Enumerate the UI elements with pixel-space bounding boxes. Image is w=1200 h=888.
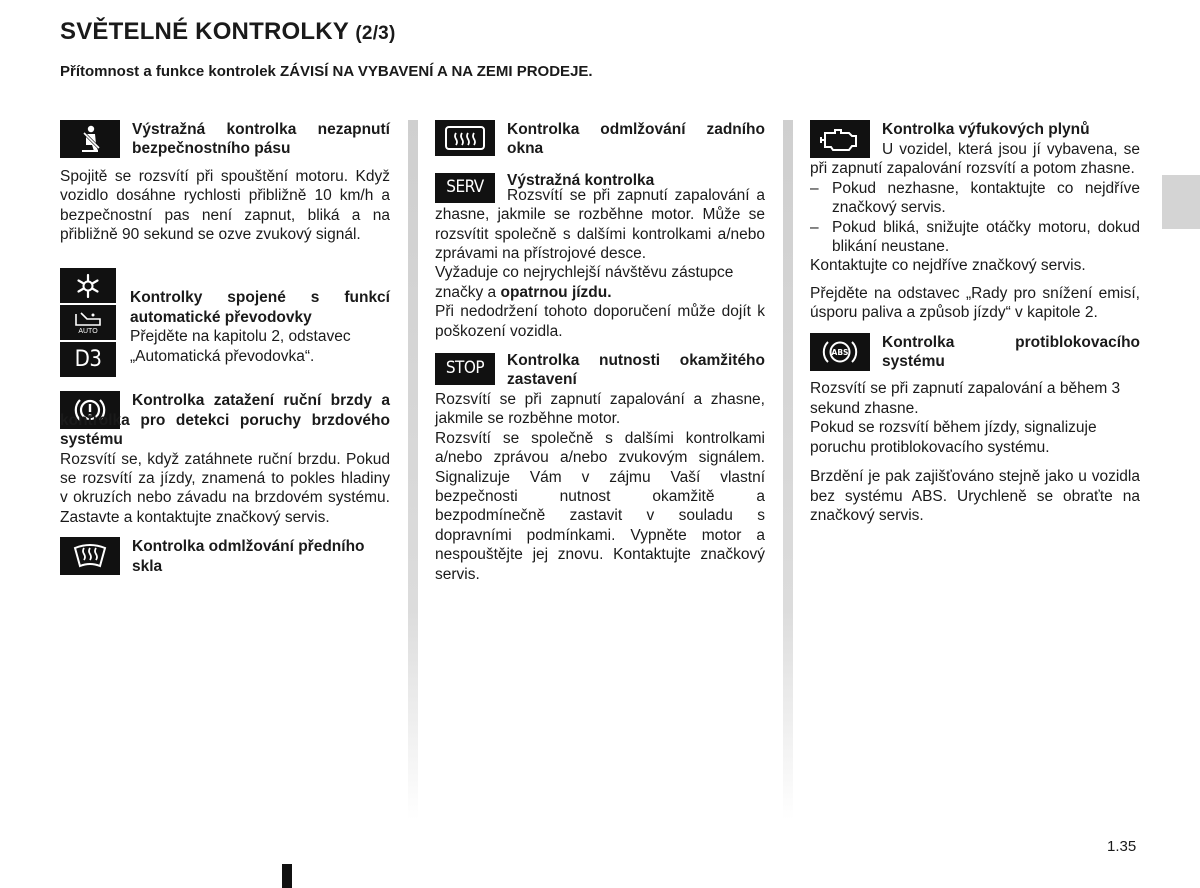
stop-text2: Rozsvítí se společně s dalšími kontrolkami a/nebo zprávou a/nebo zvukovým signálem. Signalizuje Vám v zájmu Vaší vlastní bezpečnosti nutnost okamžitě a bezpodmínečně zastavit v souladu s dopravními podmínkami. Vypněte motor a nespouštějte jej znovu. Kontaktujte značkový servis. — [435, 429, 765, 583]
exhaust-item-2: Pokud bliká, snižujte otáčky motoru, dokud blikání neustane. — [832, 218, 1140, 256]
intro-text: Přítomnost a funkce kontrolek ZÁVISÍ NA VYBAVENÍ A NA ZEMI PRODEJE. — [60, 63, 593, 80]
serv-section — [435, 171, 765, 341]
stop-title: Kontrolka nutnosti okamžitého zastavení — [507, 352, 765, 389]
snowflake-icon — [60, 268, 116, 303]
serv-text2-b: opatrnou jízdu. — [500, 283, 612, 301]
serv-title: Výstražná kontrolka — [507, 171, 655, 189]
auto-gearbox-text: Přejděte na kapitolu 2, odstavec „Automatická převodovka“. — [130, 328, 351, 365]
stop-section — [435, 351, 765, 584]
bottom-mark — [282, 864, 292, 888]
list-item: – Pokud nezhasne, kontaktujte co nejdříve značkový servis. — [810, 179, 1140, 217]
exhaust-text1: U vozidel, která jsou jí vybavena, se při zapnutí zapalování rozsvítí a potom zhasne. — [810, 141, 1140, 178]
exhaust-item-1: Pokud nezhasne, kontaktujte co nejdříve značkový servis. — [832, 179, 1140, 217]
list-item: – Pokud bliká, snižujte otáčky motoru, dokud blikání neustane. — [810, 218, 1140, 256]
seatbelt-section — [60, 120, 390, 244]
column-3 — [810, 120, 1140, 533]
exhaust-text3: Přejděte na odstavec „Rady pro snížení emisí, úsporu paliva a způsob jízdy“ v kapitole 2. — [810, 284, 1140, 322]
d3-icon: D3 — [60, 342, 116, 377]
chapter-tab — [1162, 175, 1200, 229]
column-1 — [60, 120, 390, 584]
exhaust-text2: Kontaktujte co nejdříve značkový servis. — [810, 257, 1086, 275]
engine-icon — [810, 120, 870, 158]
serv-text2-a: Vyžaduje co nejrychlejší návštěvu zástupce značky a — [435, 264, 734, 301]
seatbelt-title: Výstražná kontrolka nezapnutí bezpečnostního pásu — [132, 121, 390, 158]
abs-text3: Brzdění je pak zajišťováno stejně jako u vozidla bez systému ABS. Urychleně se obraťte na značkový servis. — [810, 468, 1140, 524]
exhaust-title: Kontrolka výfukových plynů — [882, 121, 1090, 138]
abs-title: Kontrolka protiblokovacího systému — [882, 333, 1140, 371]
abs-text2: Pokud se rozsvítí během jízdy, signalizuje poruchu protiblokovacího systému. — [810, 419, 1097, 456]
abs-label: ABS — [831, 347, 849, 357]
stop-icon: STOP — [435, 353, 495, 385]
column-divider-1 — [408, 120, 418, 820]
page-title — [60, 18, 395, 46]
front-demist-icon — [60, 537, 120, 575]
abs-text1: Rozsvítí se při zapnutí zapalování a během 3 sekund zhasne. — [810, 380, 1121, 417]
serv-text1: Rozsvítí se při zapnutí zapalování a zhasne, jakmile se rozběhne motor. Může se rozsvítit společně s dalšími kontrolkami a/nebo zprávami na přístrojové desce. — [435, 186, 765, 263]
title-part: (2/3) — [355, 23, 396, 44]
brake-section — [60, 391, 390, 527]
serv-icon: SERV — [435, 173, 495, 203]
title-text: SVĚTELNÉ KONTROLKY — [60, 18, 349, 45]
auto-gearbox-section — [60, 254, 390, 377]
brake-text: Rozsvítí se, když zatáhnete ruční brzdu. Pokud se rozsvítí za jízdy, znamená to pokles hladiny v okruzích nebo závadu na brzdovém systému. Zastavte a kontaktujte značkový servis. — [60, 450, 390, 526]
abs-section — [810, 333, 1140, 526]
serv-text2 — [435, 263, 765, 302]
auto-gearbox-icon — [60, 305, 116, 340]
column-divider-2 — [783, 120, 793, 820]
rear-demist-section — [435, 120, 765, 159]
column-2 — [435, 120, 765, 592]
rear-demist-icon — [435, 120, 495, 156]
auto-label: AUTO — [78, 328, 98, 336]
exhaust-section — [810, 120, 1140, 323]
seatbelt-text: Spojitě se rozsvítí při spouštění motoru. Když vozidlo dosáhne rychlosti přibližně 10 km/h a bezpečnostní pas není zapnut, bliká a na přibližně 90 sekund se ozve zvukový signál. — [60, 167, 390, 244]
brake-title: Kontrolka zatažení ruční brzdy a kontrolka pro detekci poruchy brzdového systému — [60, 392, 390, 449]
front-demist-title: Kontrolka odmlžování předního skla — [132, 538, 365, 575]
serv-text3: Při nedodržení tohoto doporučení může dojít k poškození vozidla. — [435, 303, 765, 340]
seatbelt-warning-icon — [60, 120, 120, 158]
abs-icon — [810, 333, 870, 371]
page-number: 1.35 — [1107, 838, 1137, 855]
rear-demist-title: Kontrolka odmlžování zadního okna — [507, 121, 765, 158]
auto-gearbox-title: Kontrolky spojené s funkcí automatické převodovky — [130, 289, 390, 326]
front-demist-section — [60, 537, 390, 576]
stop-text1: Rozsvítí se při zapnutí zapalování a zhasne, jakmile se rozběhne motor. — [435, 390, 765, 428]
